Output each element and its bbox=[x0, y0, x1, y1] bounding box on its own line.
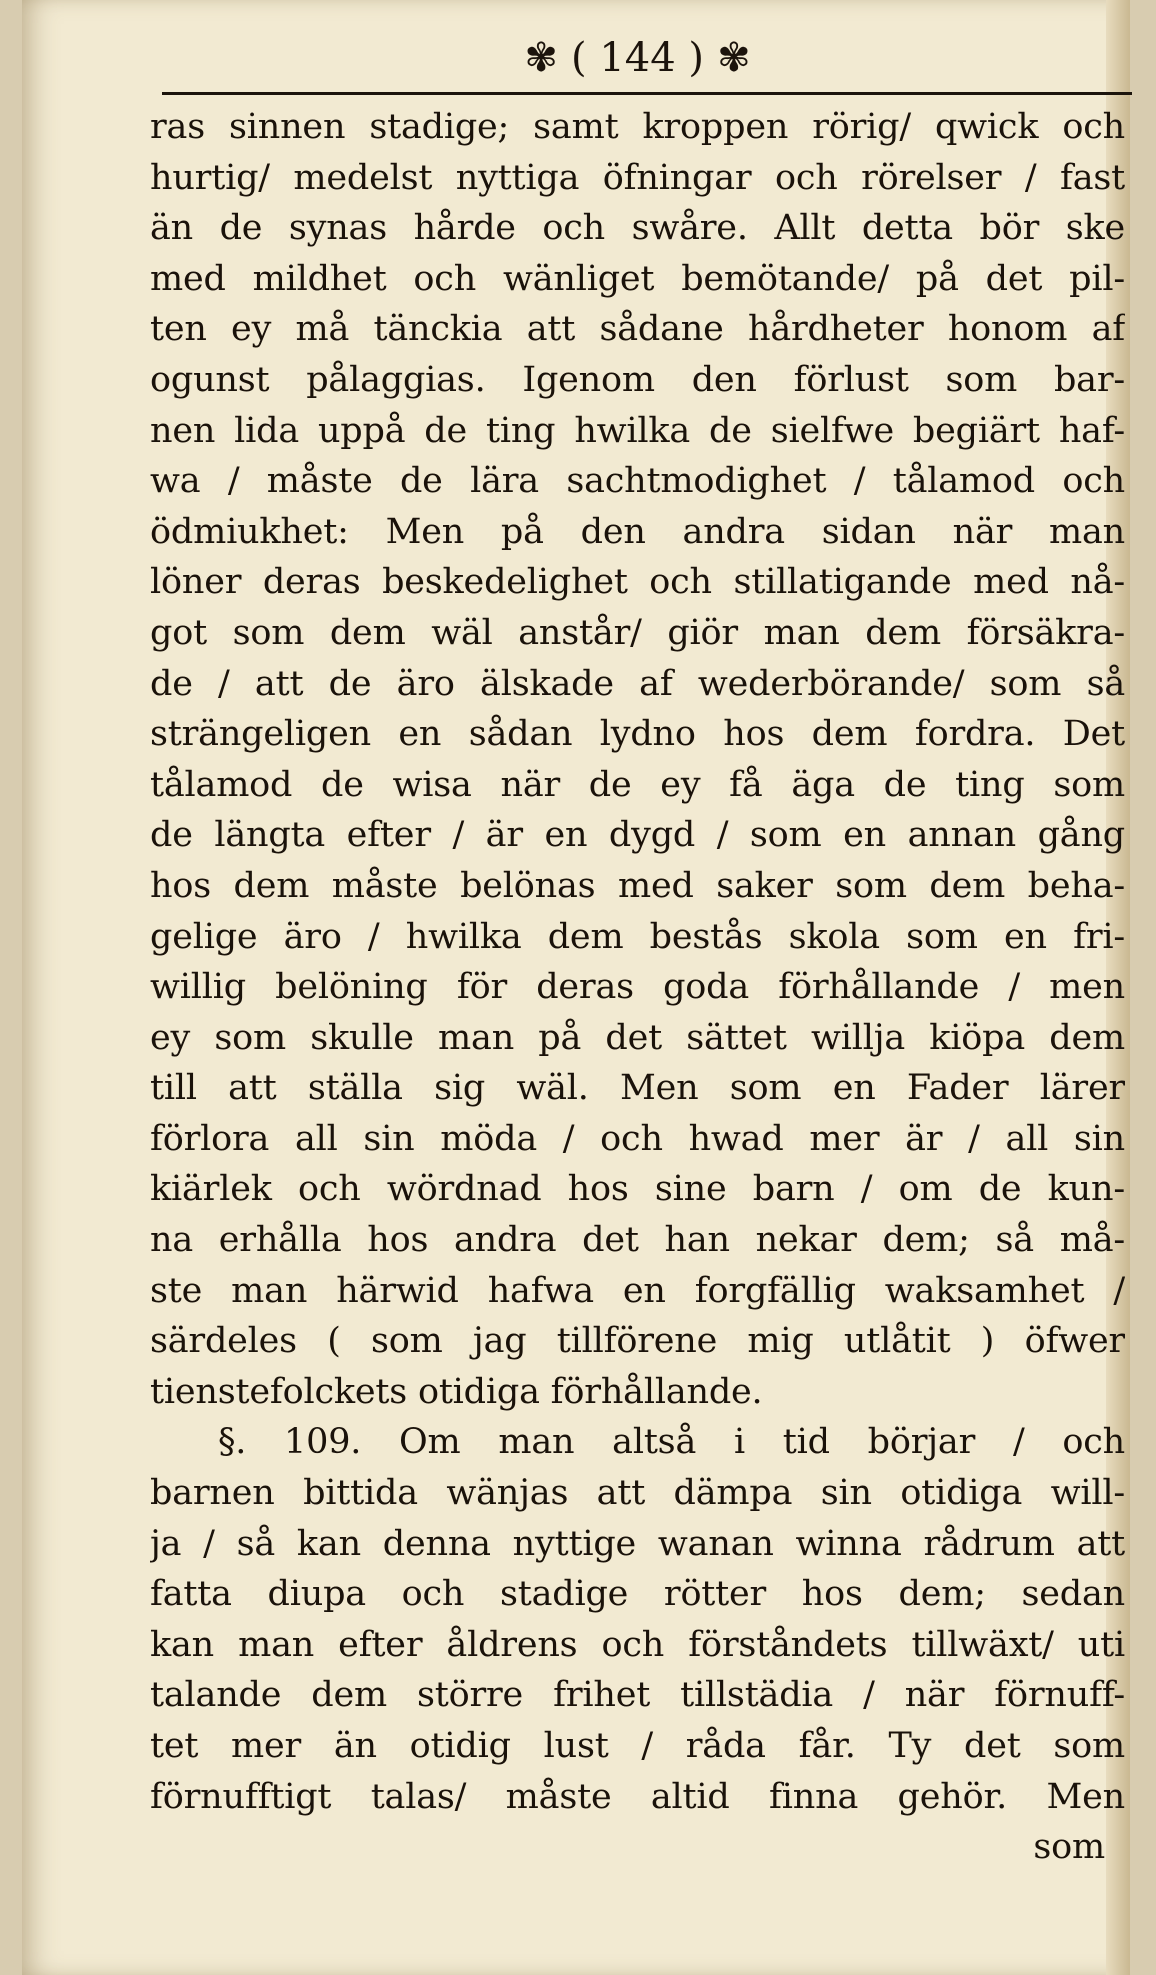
text-line: hurtig/ medelst nyttiga öfningar och rörelser / fast bbox=[150, 157, 1125, 198]
page-number: ( 144 ) bbox=[571, 35, 704, 81]
text-line: strängeligen en sådan lydno hos dem fordra. Det bbox=[150, 714, 1125, 755]
text-line: kan man efter åldrens och förståndets tillwäxt/ uti bbox=[150, 1624, 1125, 1665]
text-line: tålamod de wisa när de ey få äga de ting som bbox=[150, 764, 1125, 805]
text-line: förlora all sin möda / och hwad mer är / all sin bbox=[150, 1118, 1125, 1159]
text-line: kiärlek och wördnad hos sine barn / om de kun- bbox=[150, 1169, 1125, 1210]
text-line: gelige äro / hwilka dem bestås skola som en fri- bbox=[150, 916, 1125, 957]
page-header bbox=[140, 28, 1135, 88]
text-line: ödmiukhet: Men på den andra sidan när man bbox=[150, 511, 1125, 552]
flower-ornament-right-icon: ✾ bbox=[717, 35, 751, 81]
text-line: de / att de äro älskade af wederbörande/ som så bbox=[150, 663, 1125, 704]
text-line: ten ey må tänckia att sådane hårdheter honom af bbox=[150, 309, 1125, 350]
text-line: tienstefolckets otidiga förhållande. bbox=[150, 1371, 763, 1412]
flower-ornament-left-icon: ✾ bbox=[524, 35, 558, 81]
catchword: som bbox=[1033, 1827, 1105, 1868]
text-line: barnen bittida wänjas att dämpa sin otidiga will- bbox=[150, 1473, 1125, 1514]
text-line: hos dem måste belönas med saker som dem beha- bbox=[150, 865, 1125, 906]
text-line: fatta diupa och stadige rötter hos dem; sedan bbox=[150, 1574, 1125, 1615]
text-line: tet mer än otidig lust / råda får. Ty det som bbox=[150, 1726, 1125, 1766]
text-line: ras sinnen stadige; samt kroppen rörig/ qwick och bbox=[150, 107, 1125, 147]
text-line: förnufftigt talas/ måste altid finna gehör. Men bbox=[150, 1776, 1125, 1817]
text-line: talande dem större frihet tillstädia / när förnuff- bbox=[150, 1675, 1125, 1716]
text-line: ogunst pålaggias. Igenom den förlust som bar- bbox=[150, 359, 1125, 400]
body-text bbox=[150, 102, 1125, 1873]
text-line: willig belöning för deras goda förhållande / men bbox=[150, 967, 1125, 1008]
header-rule bbox=[162, 92, 1132, 95]
text-line: ste man härwid hafwa en forgfällig waksamhet / bbox=[150, 1270, 1125, 1311]
text-line: wa / måste de lära sachtmodighet / tålamod och bbox=[150, 461, 1125, 502]
text-line: na erhålla hos andra det han nekar dem; så må- bbox=[150, 1220, 1125, 1261]
book-page bbox=[22, 0, 1130, 1975]
section-heading-line: §. 109. Om man altså i tid börjar / och bbox=[218, 1422, 1125, 1463]
text-line: de längta efter / är en dygd / som en annan gång bbox=[150, 815, 1125, 856]
text-line: till att ställa sig wäl. Men som en Fader lärer bbox=[150, 1068, 1125, 1109]
text-line: löner deras beskedelighet och stillatigande med nå- bbox=[150, 562, 1125, 603]
text-line: ey som skulle man på det sättet willja kiöpa dem bbox=[150, 1017, 1125, 1058]
text-line: ja / så kan denna nyttige wanan winna rådrum att bbox=[150, 1523, 1125, 1564]
text-line: särdeles ( som jag tillförene mig utlåtit ) öfwer bbox=[150, 1321, 1125, 1362]
text-line: nen lida uppå de ting hwilka de sielfwe begiärt haf- bbox=[150, 410, 1125, 451]
text-line: med mildhet och wänliget bemötande/ på det pil- bbox=[150, 258, 1125, 299]
text-line: got som dem wäl anstår/ giör man dem försäkra- bbox=[150, 612, 1125, 653]
text-line: än de synas hårde och swåre. Allt detta bör ske bbox=[150, 208, 1125, 249]
